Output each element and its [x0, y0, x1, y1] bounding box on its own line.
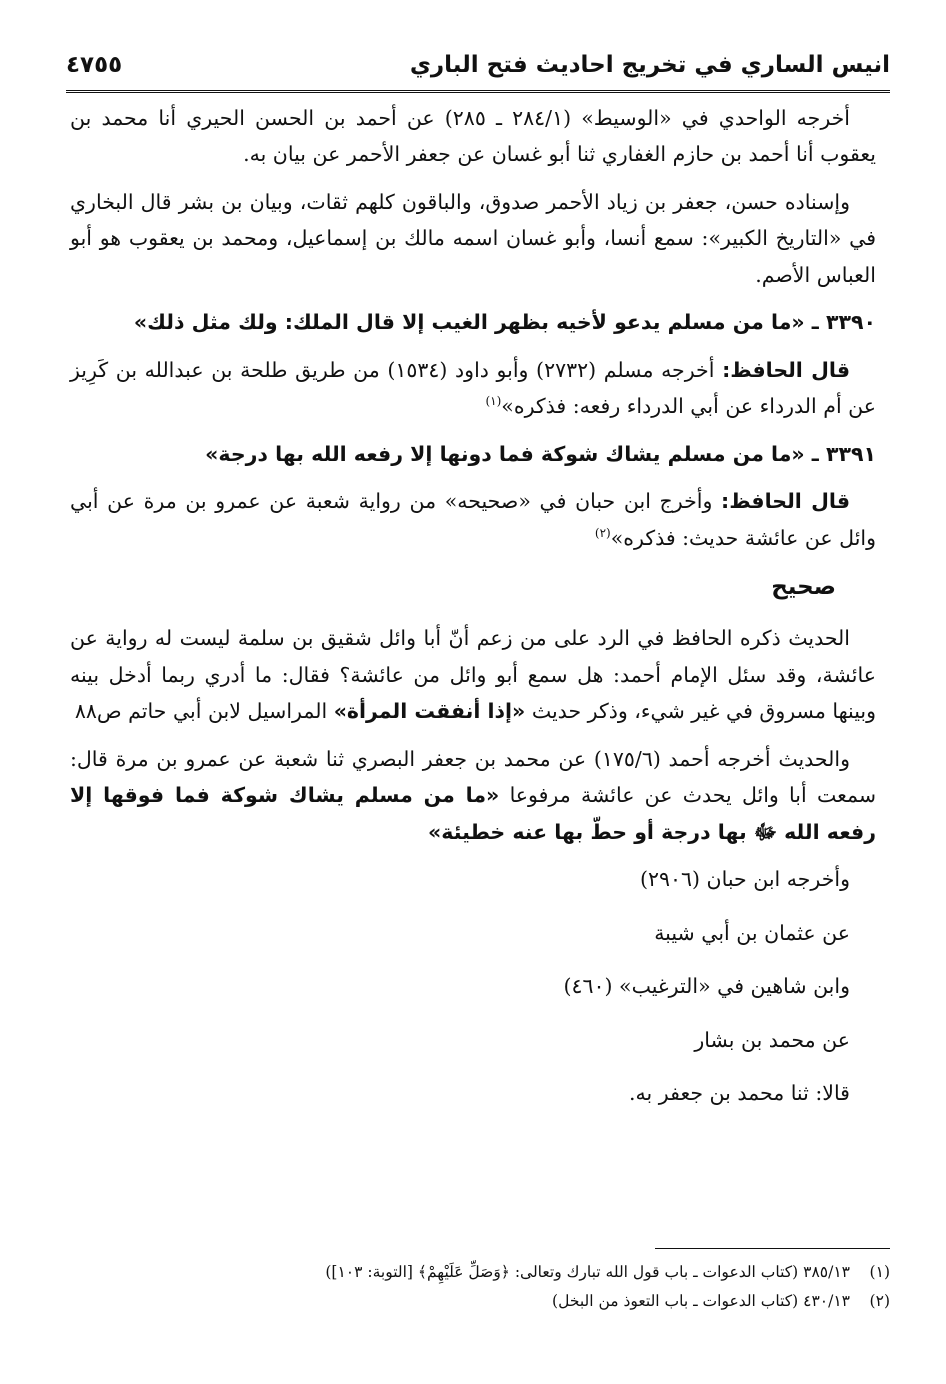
- paragraph-isnad: وإسناده حسن، جعفر بن زياد الأحمر صدوق، والباقون كلهم ثقات، وبيان بن بشر قال البخاري في «التاريخ الكبير»: سمع أنسا، وأبو غسان اسمه مالك بن إسماعيل، ومحمد بن يعقوب هو أبو العباس الأصم.: [70, 189, 876, 287]
- list-item: وأخرجه ابن حبان (٢٩٠٦): [639, 867, 850, 892]
- paragraph-takhrij: أخرجه الواحدي في «الوسيط» (٢٨٤/١ ـ ٢٨٥) عن أحمد بن الحسن الحيري أنا محمد بن يعقوب أنا أحمد بن حازم الغفاري ثنا أبو غسان عن جعفر الأحمر عن بيان به.: [70, 106, 876, 167]
- hafiz-comment-3391: [70, 483, 876, 556]
- paragraph-discussion: الحديث ذكره الحافظ في الرد على من زعم أنّ أبا وائل شقيق بن سلمة ليست له رواية عن عائشة، وقد سئل الإمام أحمد: هل سمع أبو وائل من عائشة؟ فقال: ما أدري ربما أدخل بينه وبينها مسروق في غير شيء، وذكر حديث «إذا أنفقت المرأة» المراسيل لابن أبي حاتم ص٨٨: [70, 626, 876, 724]
- hadith-heading-3390: ٣٣٩٠ ـ «ما من مسلم يدعو لأخيه بظهر الغيب إلا قال الملك: ولك مثل ذلك»: [133, 310, 876, 335]
- hafiz-label: قال الحافظ:: [722, 357, 850, 382]
- grade-heading: صحيح: [771, 574, 836, 601]
- list-item: عن عثمان بن أبي شيبة: [654, 920, 850, 945]
- page-number: ٤٧٥٥: [66, 52, 123, 78]
- hafiz-comment-3390: [70, 352, 876, 425]
- chain-list: [70, 861, 876, 1111]
- hafiz-label: قال الحافظ:: [721, 489, 850, 514]
- footnotes: [70, 1258, 890, 1317]
- hafiz-text: أخرجه مسلم (٢٧٣٢) وأبو داود (١٥٣٤) من طريق طلحة بن عبدالله بن كَرِيز عن أم الدرداء عن أبي الدرداء رفعه: فذكره»: [70, 357, 876, 419]
- paragraph-ahmad: والحديث أخرجه أحمد (١٧٥/٦) عن محمد بن جعفر البصري ثنا شعبة عن عمرو بن مرة قال: سمعت أبا وائل يحدث عن عائشة مرفوعا «ما من مسلم يشاك شوكة فما فوقها إلا رفعه الله ﷻ بها درجة أو حطّ بها عنه خطيئة»: [70, 746, 876, 844]
- list-item: عن محمد بن بشار: [694, 1027, 850, 1052]
- list-item: قالا: ثنا محمد بن جعفر به.: [629, 1081, 850, 1106]
- footnote-divider: [655, 1248, 890, 1249]
- hafiz-text: وأخرج ابن حبان في «صحيحه» من رواية شعبة عن عمرو بن مرة عن أبي وائل عن عائشة حديث: فذكره»: [70, 489, 876, 550]
- list-item: وابن شاهين في «الترغيب» (٤٦٠): [563, 974, 850, 999]
- running-header: [66, 46, 890, 90]
- footnote-ref: (١): [485, 394, 502, 409]
- main-text: [70, 100, 876, 1129]
- header-divider: [66, 90, 890, 93]
- footnote-1: (١)٣٨٥/١٣ (كتاب الدعوات ـ باب قول الله تبارك وتعالى: ﴿وَصَلِّ عَلَيْهِمْ﴾ [التوبة: ١٠٣]): [325, 1263, 890, 1281]
- footnote-ref: (٢): [594, 526, 611, 541]
- footnote-2: (٢)٤٣٠/١٣ (كتاب الدعوات ـ باب التعوذ من البخل): [552, 1292, 890, 1311]
- book-title: انيس الساري في تخريج احاديث فتح الباري: [409, 52, 890, 78]
- hadith-heading-3391: ٣٣٩١ ـ «ما من مسلم يشاك شوكة فما دونها إلا رفعه الله بها درجة»: [205, 441, 876, 466]
